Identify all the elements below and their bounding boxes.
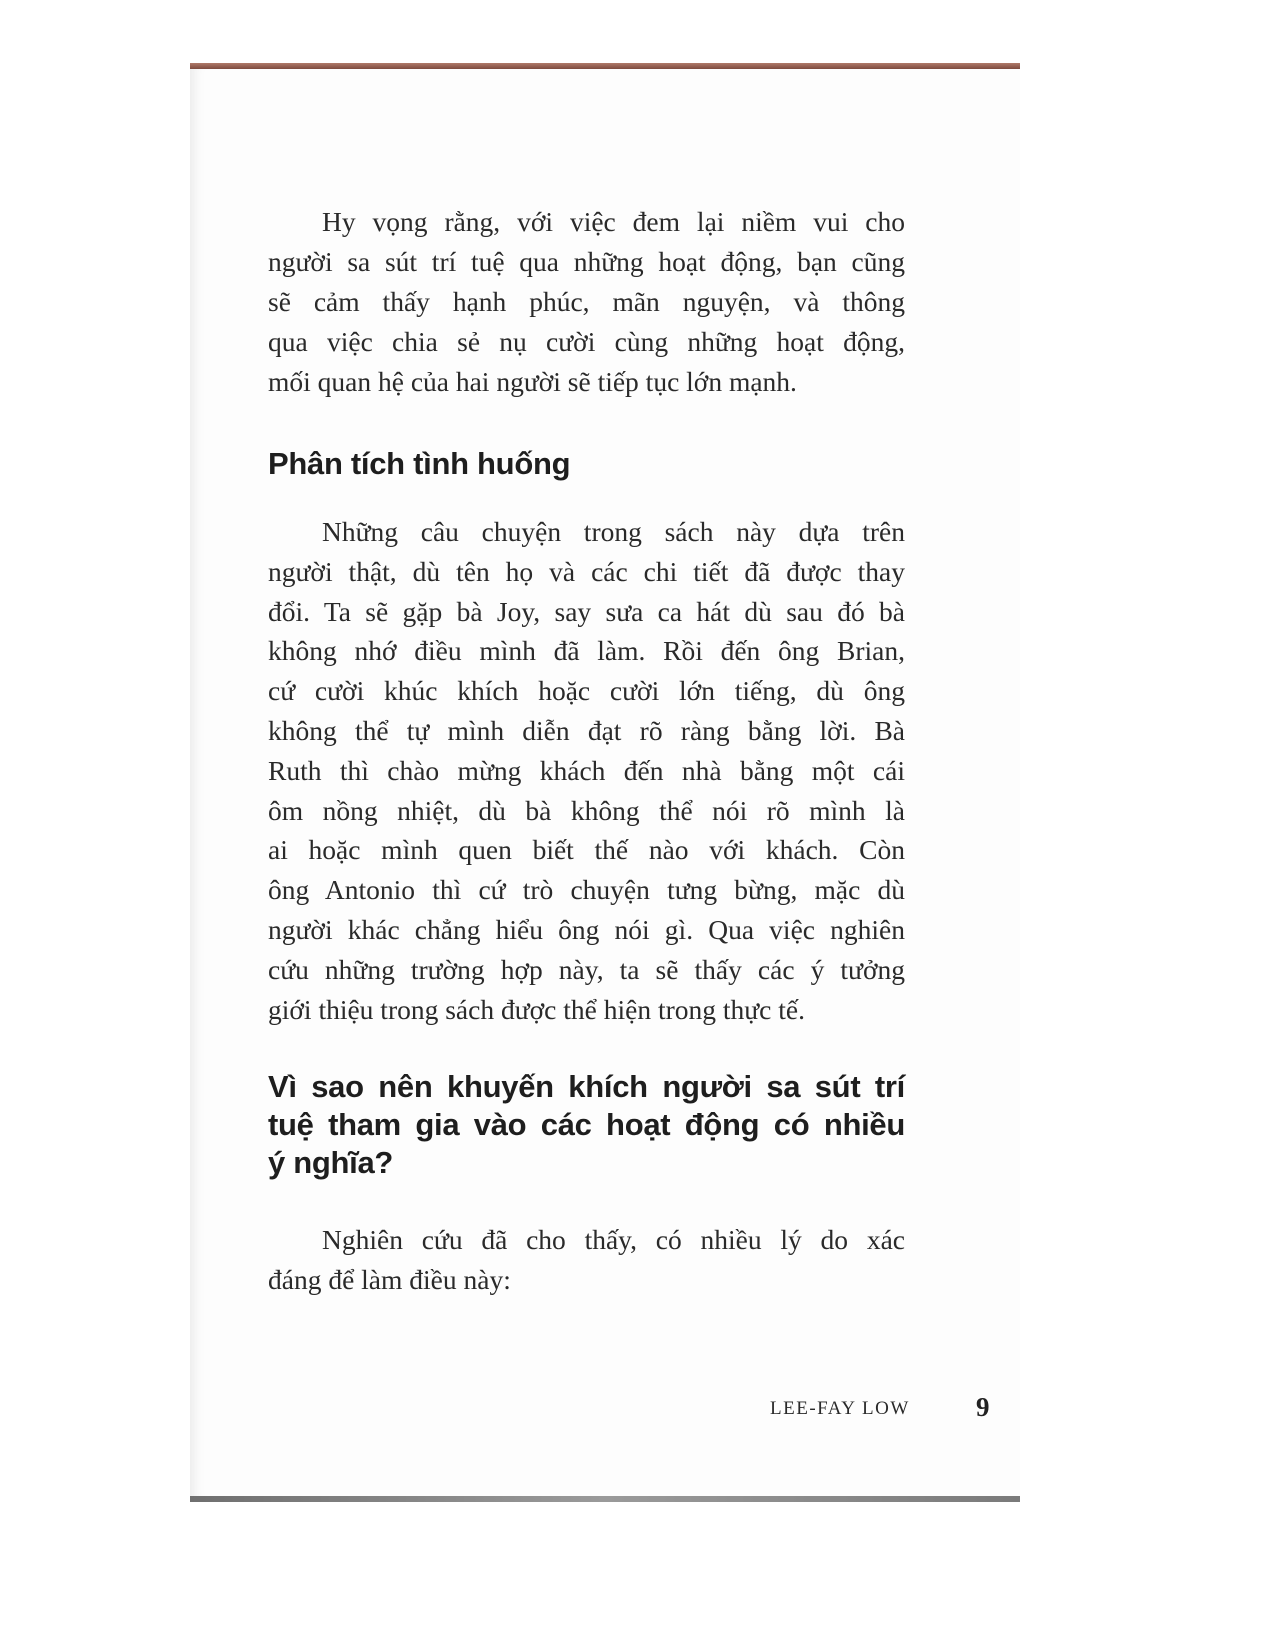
- heading-line: ý nghĩa?: [268, 1145, 394, 1180]
- running-footer-author: LEE-FAY LOW: [770, 1398, 910, 1419]
- text-line: ai hoặc mình quen biết thế nào với khách. Còn: [268, 834, 905, 865]
- text-line: mối quan hệ của hai người sẽ tiếp tục lớn mạnh.: [268, 366, 797, 397]
- text-line: sẽ cảm thấy hạnh phúc, mãn nguyện, và thông: [268, 286, 905, 317]
- text-line: Ruth thì chào mừng khách đến nhà bằng một cái: [268, 755, 905, 786]
- text-line: không thể tự mình diễn đạt rõ ràng bằng lời. Bà: [268, 715, 905, 746]
- text-line: Hy vọng rằng, với việc đem lại niềm vui cho: [322, 206, 905, 237]
- text-line: Những câu chuyện trong sách này dựa trên: [322, 516, 905, 547]
- heading-line: tuệ tham gia vào các hoạt động có nhiều: [268, 1107, 905, 1142]
- text-line: người thật, dù tên họ và các chi tiết đã được thay: [268, 556, 905, 587]
- page-top-edge: [190, 63, 1020, 69]
- text-line: không nhớ điều mình đã làm. Rồi đến ông Brian,: [268, 635, 905, 666]
- text-line: người sa sút trí tuệ qua những hoạt động, bạn cũng: [268, 246, 905, 277]
- text-line: ông Antonio thì cứ trò chuyện tưng bừng, mặc dù: [268, 874, 905, 905]
- text-line: ôm nồng nhiệt, dù bà không thể nói rõ mình là: [268, 795, 905, 826]
- text-line: đổi. Ta sẽ gặp bà Joy, say sưa ca hát dù sau đó bà: [268, 596, 905, 627]
- page-bottom-edge: [190, 1496, 1020, 1502]
- page-number: 9: [976, 1392, 990, 1422]
- text-line: qua việc chia sẻ nụ cười cùng những hoạt động,: [268, 326, 905, 357]
- text-line: cứ cười khúc khích hoặc cười lớn tiếng, dù ông: [268, 675, 905, 706]
- text-line: giới thiệu trong sách được thể hiện trong thực tế.: [268, 994, 805, 1025]
- text-line: người khác chẳng hiểu ông nói gì. Qua việc nghiên: [268, 914, 905, 945]
- heading-line: Vì sao nên khuyến khích người sa sút trí: [268, 1069, 905, 1104]
- text-line: cứu những trường hợp này, ta sẽ thấy các ý tưởng: [268, 954, 905, 985]
- section-heading: Phân tích tình huống: [268, 446, 571, 481]
- text-line: Nghiên cứu đã cho thấy, có nhiều lý do xác: [322, 1224, 905, 1255]
- text-line: đáng để làm điều này:: [268, 1264, 511, 1295]
